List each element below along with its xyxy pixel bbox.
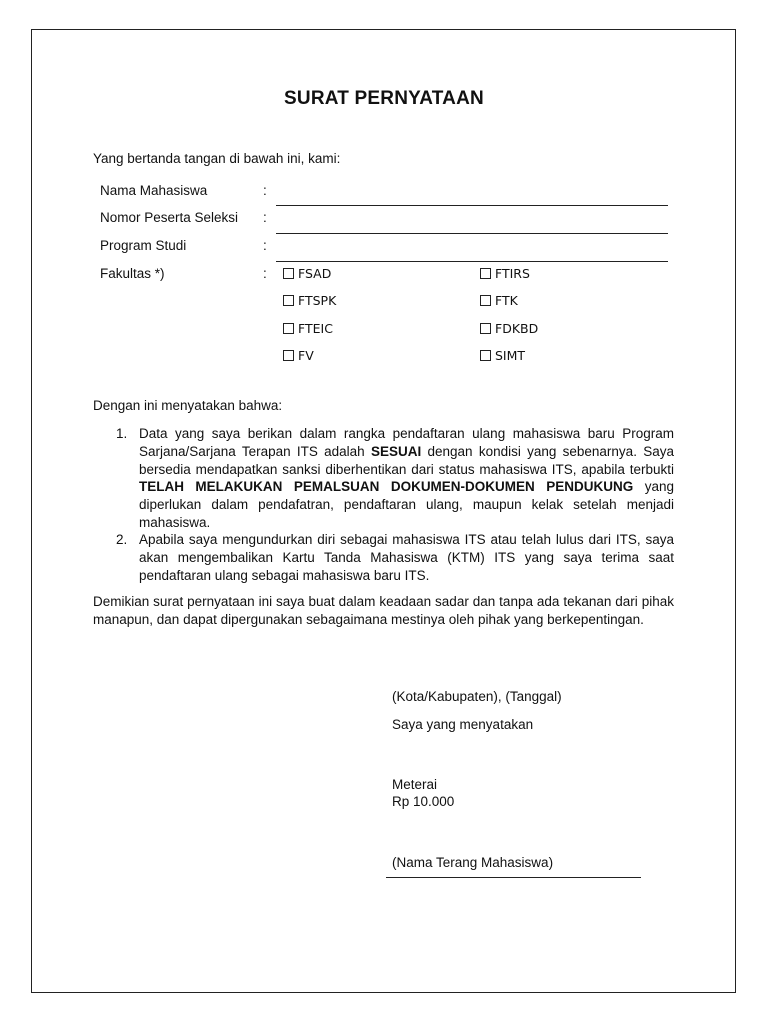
checkbox-ftk[interactable]	[480, 293, 518, 308]
colon-fakultas: :	[263, 266, 267, 281]
checkbox-icon	[283, 295, 294, 306]
statement-item-2: Apabila saya mengundurkan diri sebagai mahasiswa ITS atau telah lulus dari ITS, saya akan mengembalikan Kartu Tanda Mahasiswa (KTM) ITS yang saya terima saat pendaftaran ulang sebagai mahasiswa baru ITS.	[139, 532, 674, 583]
checkbox-ftirs[interactable]	[480, 266, 530, 281]
statement-intro: Dengan ini menyatakan bahwa:	[93, 398, 283, 413]
colon-nomor: :	[263, 210, 267, 225]
label-program-studi: Program Studi	[100, 238, 187, 253]
colon-nama: :	[263, 183, 267, 198]
checkbox-fteic[interactable]	[283, 321, 333, 336]
checkbox-icon	[283, 323, 294, 334]
checkbox-fdkbd[interactable]	[480, 321, 538, 336]
item-1-bold-pemalsuan: TELAH MELAKUKAN PEMALSUAN DOKUMEN-DOKUMEN PENDUKUNG	[139, 479, 634, 495]
input-line-nomor[interactable]	[276, 233, 668, 234]
checkbox-ftspk[interactable]	[283, 293, 336, 308]
checkbox-label-ftk: FTK	[495, 293, 518, 308]
checkbox-label-simt: SIMT	[495, 348, 526, 363]
meterai-amount: Rp 10.000	[392, 794, 455, 809]
checkbox-icon	[480, 268, 491, 279]
item-1-part-1: Data yang saya berikan dalam rangka pendaftaran ulang mahasiswa baru Program Sarjana/Sarjana Terapan ITS adalah	[139, 426, 674, 459]
intro-text: Yang bertanda tangan di bawah ini, kami:	[93, 151, 341, 166]
meterai-label: Meterai	[392, 777, 438, 792]
checkbox-icon	[480, 323, 491, 334]
item-1-bold-sesuai: SESUAI	[370, 443, 422, 459]
checkbox-simt[interactable]	[480, 348, 525, 363]
item-1-part-3: yang diperlukan dalam pendafatran, pendaftaran ulang, maupun kelak setelah menjadi mahasiswa.	[139, 479, 674, 530]
checkbox-icon	[480, 295, 491, 306]
checkbox-icon	[480, 350, 491, 361]
item-1-part-2: dengan kondisi yang sebenarnya. Saya bersedia mendapatkan sanksi diberhentikan dari status mahasiswa ITS, apabila terbukti	[139, 443, 674, 477]
colon-prodi: :	[263, 238, 267, 253]
checkbox-fv[interactable]	[283, 348, 314, 363]
statement-item-1	[139, 425, 674, 532]
item-number-1: 1.	[116, 426, 128, 441]
checkbox-label-ftirs: FTIRS	[495, 266, 530, 281]
label-nama-mahasiswa: Nama Mahasiswa	[100, 183, 208, 198]
checkbox-icon	[283, 350, 294, 361]
declarer-label: Saya yang menyatakan	[392, 717, 534, 732]
checkbox-label-fteic: FTEIC	[298, 321, 333, 336]
checkbox-label-fdkbd: FDKBD	[495, 321, 539, 336]
checkbox-fsad[interactable]	[283, 266, 331, 281]
signature-line	[386, 877, 641, 878]
signer-name: (Nama Terang Mahasiswa)	[392, 855, 554, 870]
checkbox-label-ftspk: FTSPK	[298, 293, 337, 308]
closing-paragraph: Demikian surat pernyataan ini saya buat dalam keadaan sadar dan tanpa ada tekanan dari pihak manapun, dan dapat dipergunakan sebagaimana mestinya oleh pihak yang berkepentingan.	[93, 594, 674, 627]
checkbox-icon	[283, 268, 294, 279]
checkbox-label-fv: FV	[298, 348, 314, 363]
item-number-2: 2.	[116, 532, 128, 547]
label-fakultas: Fakultas *)	[100, 266, 165, 281]
label-nomor-peserta: Nomor Peserta Seleksi	[100, 210, 239, 225]
input-line-nama[interactable]	[276, 205, 668, 206]
place-date: (Kota/Kabupaten), (Tanggal)	[392, 689, 562, 704]
checkbox-label-fsad: FSAD	[298, 266, 332, 281]
document-title: SURAT PERNYATAAN	[284, 88, 484, 109]
input-line-prodi[interactable]	[276, 261, 668, 262]
